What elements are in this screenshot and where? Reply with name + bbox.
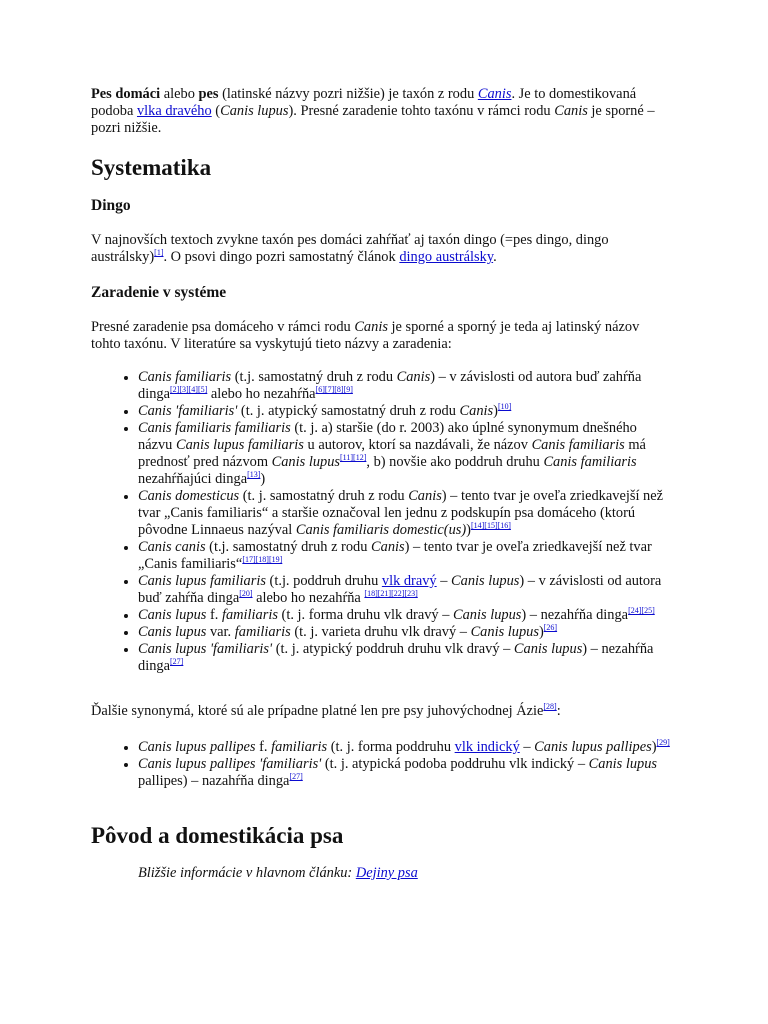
- link-vlk-indicky[interactable]: vlk indický: [454, 739, 520, 755]
- text: (t.j. poddruh druhu: [265, 573, 382, 589]
- italic-term: Canis: [396, 369, 431, 385]
- link-vlka-draveho[interactable]: vlka dravého: [136, 103, 212, 119]
- text: Presné zaradenie psa domáceho v rámci rodu: [91, 319, 355, 335]
- text: (t.j. samostatný druh z rodu: [231, 369, 397, 385]
- ref-link[interactable]: [1]: [154, 248, 164, 257]
- italic-term: Canis lupus: [470, 624, 539, 640]
- text: –: [519, 739, 535, 755]
- ref-link[interactable]: [18][21][22][23]: [364, 589, 418, 598]
- text: (t. j. atypický poddruh druhu vlk dravý –: [272, 641, 514, 657]
- text: , b) novšie ako poddruh druhu: [366, 454, 544, 470]
- italic-term: Canis: [554, 103, 588, 119]
- italic-term: Canis lupus familiaris: [175, 437, 304, 453]
- text: ) – nezahŕňa dinga: [138, 641, 654, 674]
- list-item: [138, 607, 671, 624]
- list-item: [138, 403, 671, 420]
- ref-link[interactable]: [17][18][19]: [242, 555, 283, 564]
- ref-link[interactable]: [20]: [239, 589, 253, 598]
- text: má prednosť pred názvom: [138, 437, 646, 470]
- text: . Je to domestikovaná podoba: [91, 86, 637, 119]
- text: . O psovi dingo pozri samostatný článok: [163, 249, 400, 265]
- italic-term: Canis canis: [138, 539, 206, 555]
- ref-link[interactable]: [26]: [543, 623, 558, 632]
- italic-term: Canis familiaris domestic(us): [295, 522, 467, 538]
- text: f.: [206, 607, 222, 623]
- list-item: [138, 539, 671, 573]
- italic-term: Canis 'familiaris': [138, 403, 238, 419]
- link-dejiny-psa[interactable]: Dejiny psa: [355, 865, 418, 881]
- italic-term: Canis familiaris: [543, 454, 637, 470]
- ref-link[interactable]: [2][3][4][5]: [169, 385, 208, 394]
- text: alebo ho nezahŕňa: [252, 590, 365, 606]
- text: ): [260, 471, 266, 487]
- text: ) – tento tvar je oveľa zriedkavejší než tvar „Canis familiaris“: [138, 539, 652, 572]
- ref-link[interactable]: [27]: [289, 772, 303, 781]
- heading-systematika: Systematika: [91, 155, 212, 180]
- text: ) – nezahŕňa dinga: [521, 607, 629, 623]
- italic-term: Canis lupus: [271, 454, 341, 470]
- text: (t. j. atypická podoba poddruhu vlk indický –: [321, 756, 589, 772]
- text: alebo ho nezahŕňa: [207, 386, 316, 402]
- heading-zaradenie: Zaradenie v systéme: [91, 284, 227, 301]
- list-item: [138, 624, 671, 641]
- italic-term: familiaris: [234, 624, 291, 640]
- text: u autorov, ktorí sa nazdávali, že názov: [303, 437, 532, 453]
- italic-term: Canis: [371, 539, 405, 555]
- list-item: [138, 488, 671, 539]
- term-bold: pes: [198, 86, 219, 102]
- intro-paragraph: [91, 86, 671, 137]
- text: (t.j. samostatný druh z rodu: [205, 539, 372, 555]
- text: Bližšie informácie v hlavnom článku:: [138, 865, 356, 881]
- text: –: [436, 573, 452, 589]
- text: (t. j. varieta druhu vlk dravý –: [290, 624, 471, 640]
- italic-term: Canis lupus: [138, 624, 207, 640]
- italic-term: familiaris: [221, 607, 278, 623]
- ref-link[interactable]: [27]: [169, 657, 184, 666]
- ref-link[interactable]: [29]: [656, 738, 670, 747]
- ref-link[interactable]: [28]: [543, 702, 557, 711]
- italic-term: Canis domesticus: [138, 488, 240, 504]
- italic-term: Canis lupus pallipes: [138, 739, 256, 755]
- text: ) – v závislosti od autora buď zahŕňa dinga: [138, 573, 662, 606]
- list-item: [138, 641, 671, 675]
- text: ). Presné zaradenie tohto taxónu v rámci rodu: [288, 103, 555, 119]
- text: je sporné a sporný je teda aj latinský názov tohto taxónu. V literatúre sa vyskytujú tieto názvy a zaradenia:: [91, 319, 640, 352]
- text: (t. j. a) staršie (do r. 2003) ako úplné synonymum dnešného názvu: [138, 420, 637, 453]
- italic-term: familiaris: [271, 739, 328, 755]
- text: Ďalšie synonymá, ktoré sú ale prípadne platné len pre psy juhovýchodnej Ázie: [91, 703, 544, 719]
- text: ): [493, 403, 498, 419]
- text: nezahŕňajúci dinga: [138, 471, 248, 487]
- text: je sporné – pozri nižšie.: [91, 103, 655, 136]
- italic-term: Canis familiaris familiaris: [138, 420, 291, 436]
- list-item: [138, 420, 671, 488]
- text: ): [466, 522, 471, 538]
- text: (latinské názvy pozri nižšie) je taxón z rodu: [218, 86, 478, 102]
- text: ) – v závislosti od autora buď zahŕňa dinga: [138, 369, 642, 402]
- ref-link[interactable]: [24][25]: [628, 606, 655, 615]
- italic-term: Canis lupus: [451, 573, 520, 589]
- text: pallipes) – nazahŕňa dinga: [138, 773, 290, 789]
- heading-dingo: Dingo: [91, 197, 131, 214]
- italic-term: Canis: [459, 403, 494, 419]
- text: (: [211, 103, 221, 119]
- list-item: [138, 739, 671, 756]
- text: ): [538, 624, 544, 640]
- italic-term: Canis lupus: [513, 641, 583, 657]
- text: (t. j. forma poddruhu: [327, 739, 455, 755]
- link-canis[interactable]: Canis: [477, 86, 512, 102]
- dalsie-paragraph: [91, 703, 671, 720]
- list-item: [138, 369, 671, 403]
- link-vlk-dravy[interactable]: vlk dravý: [381, 573, 437, 589]
- term-bold: Pes domáci: [91, 86, 161, 102]
- list-item: [138, 756, 671, 790]
- italic-term: Canis: [354, 319, 388, 335]
- text: var.: [206, 624, 235, 640]
- text: (t. j. forma druhu vlk dravý –: [277, 607, 454, 623]
- italic-term: Canis lupus: [588, 756, 658, 772]
- dingo-paragraph: [91, 232, 671, 266]
- text: .: [493, 249, 497, 265]
- text: :: [556, 703, 561, 719]
- ref-link[interactable]: [13]: [247, 470, 261, 479]
- italic-term: Canis lupus 'familiaris': [138, 641, 273, 657]
- italic-term: Canis lupus: [220, 103, 289, 119]
- text: ): [651, 739, 657, 755]
- ref-link[interactable]: [11][12]: [340, 453, 367, 462]
- italic-term: Canis familiaris: [531, 437, 625, 453]
- italic-term: Canis lupus: [453, 607, 522, 623]
- text: ) – tento tvar je oveľa zriedkavejší než tvar „Canis familiaris“ a staršie označoval len jednu z podskupín psa domáceho (ktorú pôvodne Linnaeus nazýval: [138, 488, 664, 538]
- main-article-hatnote: [138, 865, 418, 882]
- italic-term: Canis lupus pallipes 'familiaris': [138, 756, 322, 772]
- ref-link[interactable]: [6][7][8][9]: [315, 385, 353, 394]
- italic-term: Canis lupus pallipes: [534, 739, 652, 755]
- italic-term: Canis lupus: [138, 607, 207, 623]
- zaradenie-paragraph: [91, 319, 671, 353]
- heading-povod: Pôvod a domestikácia psa: [91, 823, 344, 848]
- italic-term: Canis: [408, 488, 442, 504]
- ref-link[interactable]: [10]: [497, 402, 512, 411]
- list-item: [138, 573, 671, 607]
- text: (t. j. samostatný druh z rodu: [239, 488, 409, 504]
- text: (t. j. atypický samostatný druh z rodu: [237, 403, 460, 419]
- ref-link[interactable]: [14][15][16]: [470, 521, 511, 530]
- synonyms-list: [91, 369, 671, 675]
- synonyms-list-asia: [91, 739, 671, 790]
- link-dingo-australsky[interactable]: dingo austrálsky: [399, 249, 494, 265]
- italic-term: Canis familiaris: [138, 369, 232, 385]
- text: alebo: [160, 86, 199, 102]
- text: V najnovších textoch zvykne taxón pes domáci zahŕňať aj taxón dingo (=pes dingo, dingo austrálsky): [91, 232, 609, 265]
- text: f.: [255, 739, 272, 755]
- italic-term: Canis lupus familiaris: [138, 573, 266, 589]
